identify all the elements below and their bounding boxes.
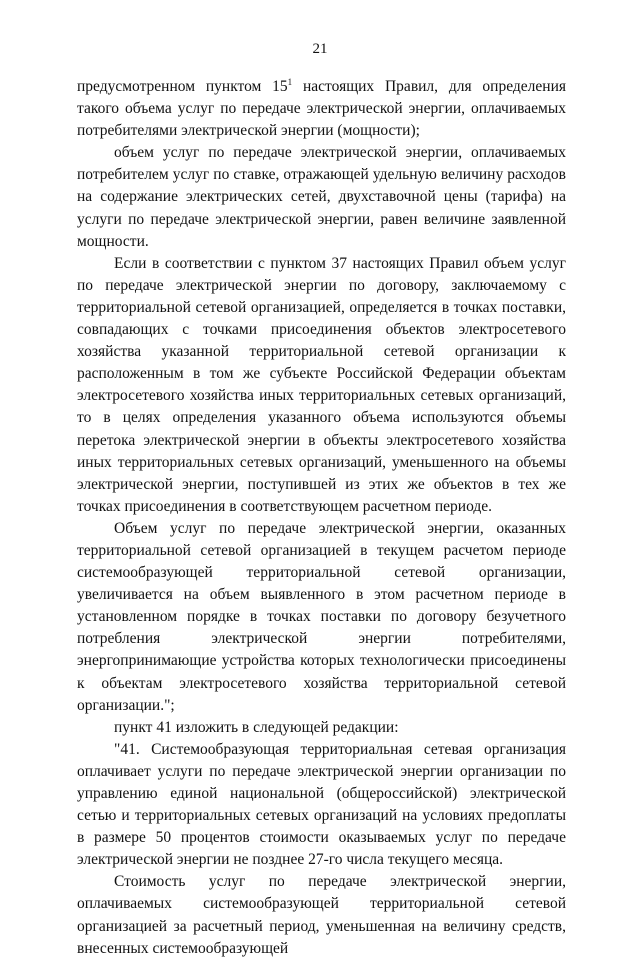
paragraph-3: Если в соответствии с пунктом 37 настоящих Правил объем услуг по передаче электрической энергии по договору, заключаемому с территориальной сетевой организацией, определяется в точках поставки, совпадающих с точками присоединения объектов электросетевого хозяйства указанной территориальной сетевой организации к расположенным в том же субъекте Российской Федерации объектам электросетевого хозяйства иных территориальных сетевых организаций, то в целях определения указанного объема используются объемы перетока электрической энергии в объекты электросетевого хозяйства иных территориальных сетевых организаций, уменьшенного на объемы электрической энергии, поступившей из этих же объектов в тех же точках присоединения в соответствующем расчетном периоде.	[77, 254, 566, 515]
paragraph-1-text-start: предусмотренном пунктом 15	[77, 78, 288, 95]
paragraph-1-text-end: настоящих Правил, для определения такого объема услуг по передаче электрической энергии, оплачиваемых потребителями электрической энергии (мощности);	[77, 78, 566, 140]
paragraph-1	[77, 76, 566, 142]
paragraph-6: "41. Системообразующая территориальная сетевая организация оплачивает услуги по передаче электрической энергии организации по управлению единой национальной (общероссийской) электрической сетью и территориальных сетевых организаций на условиях предоплаты в размере 50 процентов стоимости оказываемых услуг по передаче электрической энергии не позднее 27-го числа текущего месяца.	[77, 740, 566, 869]
page-number: 21	[312, 41, 328, 57]
document-body	[77, 76, 566, 960]
paragraph-7: Стоимость услуг по передаче электрической энергии, оплачиваемых системообразующей территориальной сетевой организацией за расчетный период, уменьшенная на величину средств, внесенных системообразующей	[77, 873, 566, 957]
paragraph-2: объем услуг по передаче электрической энергии, оплачиваемых потребителем услуг по ставке, отражающей удельную величину расходов на содержание электрических сетей, двухставочной цены (тарифа) на услуги по передаче электрической энергии, равен величине заявленной мощности.	[77, 144, 566, 250]
paragraph-4: Объем услуг по передаче электрической энергии, оказанных территориальной сетевой организацией в текущем расчетом периоде системообразующей территориальной сетевой организации, увеличивается на объем выявленного в этом расчетном периоде в установленном порядке в точках поставки по договору безучетного потребления электрической энергии потребителями, энергопринимающие устройства которых технологически присоединены к объектам электросетевого хозяйства территориальной сетевой организации.";	[77, 519, 566, 714]
paragraph-5: пункт 41 изложить в следующей редакции:	[114, 718, 399, 736]
superscript-marker: 1	[287, 76, 293, 87]
